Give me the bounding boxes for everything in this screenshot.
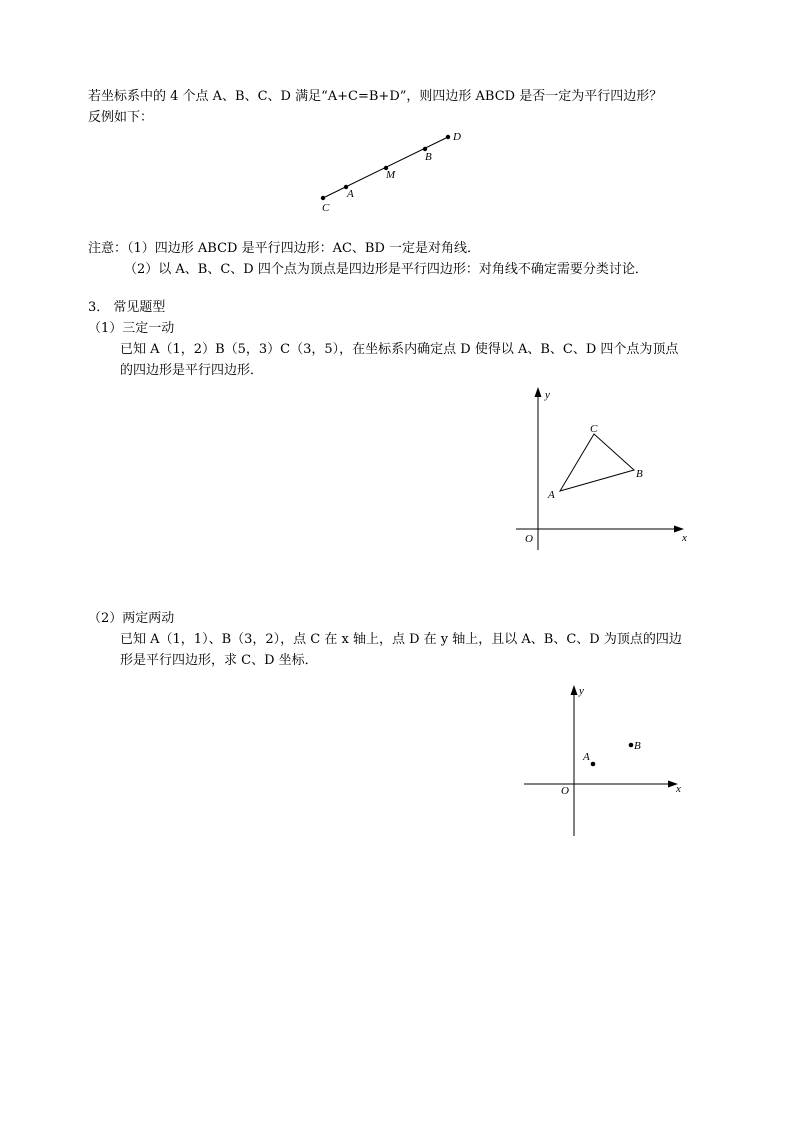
type-1-title: （1）三定一动 [88, 321, 175, 336]
type-2-title: （2）两定两动 [88, 611, 175, 626]
type-1-line-2: 的四边形是平行四边形． [120, 363, 264, 378]
type-2-line-2: 形是平行四边形，求 C、D 坐标． [120, 653, 318, 668]
note-2: （2）以 A、B、C、D 四个点为顶点是四边形是平行四边形：对角线不确定需要分类讨论． [124, 262, 648, 277]
fig3-label-o: O [561, 785, 569, 797]
label-m: M [386, 169, 396, 181]
fig3-label-b: B [634, 740, 641, 752]
intro-question: 若坐标系中的 4 个点 A、B、C、D 满足“A+C=B+D”，则四边形 ABCD 是否一定为平行四边形？ [88, 89, 663, 104]
fig2-label-x: x [682, 532, 687, 544]
type-2-line-1: 已知 A（1，1）、B（3，2），点 C 在 x 轴上，点 D 在 y 轴上，且以 A、B、C、D 为顶点的四边 [120, 632, 682, 647]
fig2-label-b: B [636, 468, 643, 480]
fig2-label-c: C [590, 423, 598, 435]
type-1-line-1: 已知 A（1，2）B（5，3）C（3，5），在坐标系内确定点 D 使得以 A、B、C、D 四个点为顶点 [120, 342, 679, 357]
counterexample-label: 反例如下： [88, 110, 154, 125]
label-a: A [347, 188, 354, 200]
label-d: D [453, 131, 461, 143]
fig2-label-a: A [548, 489, 555, 501]
fig3-label-y: y [579, 685, 584, 697]
fig3-label-a: A [583, 751, 590, 763]
note-1: 注意：（1）四边形 ABCD 是平行四边形：AC、BD 一定是对角线． [88, 241, 481, 256]
section-3-title: 3． 常见题型 [88, 300, 166, 315]
point-a [591, 762, 596, 767]
fig3-label-x: x [676, 783, 681, 795]
y-axis-arrow [571, 685, 578, 695]
fig2-label-y: y [545, 389, 550, 401]
label-b: B [425, 151, 432, 163]
fig2-label-o: O [525, 533, 533, 545]
label-c: C [322, 202, 330, 214]
point-b [629, 743, 634, 748]
